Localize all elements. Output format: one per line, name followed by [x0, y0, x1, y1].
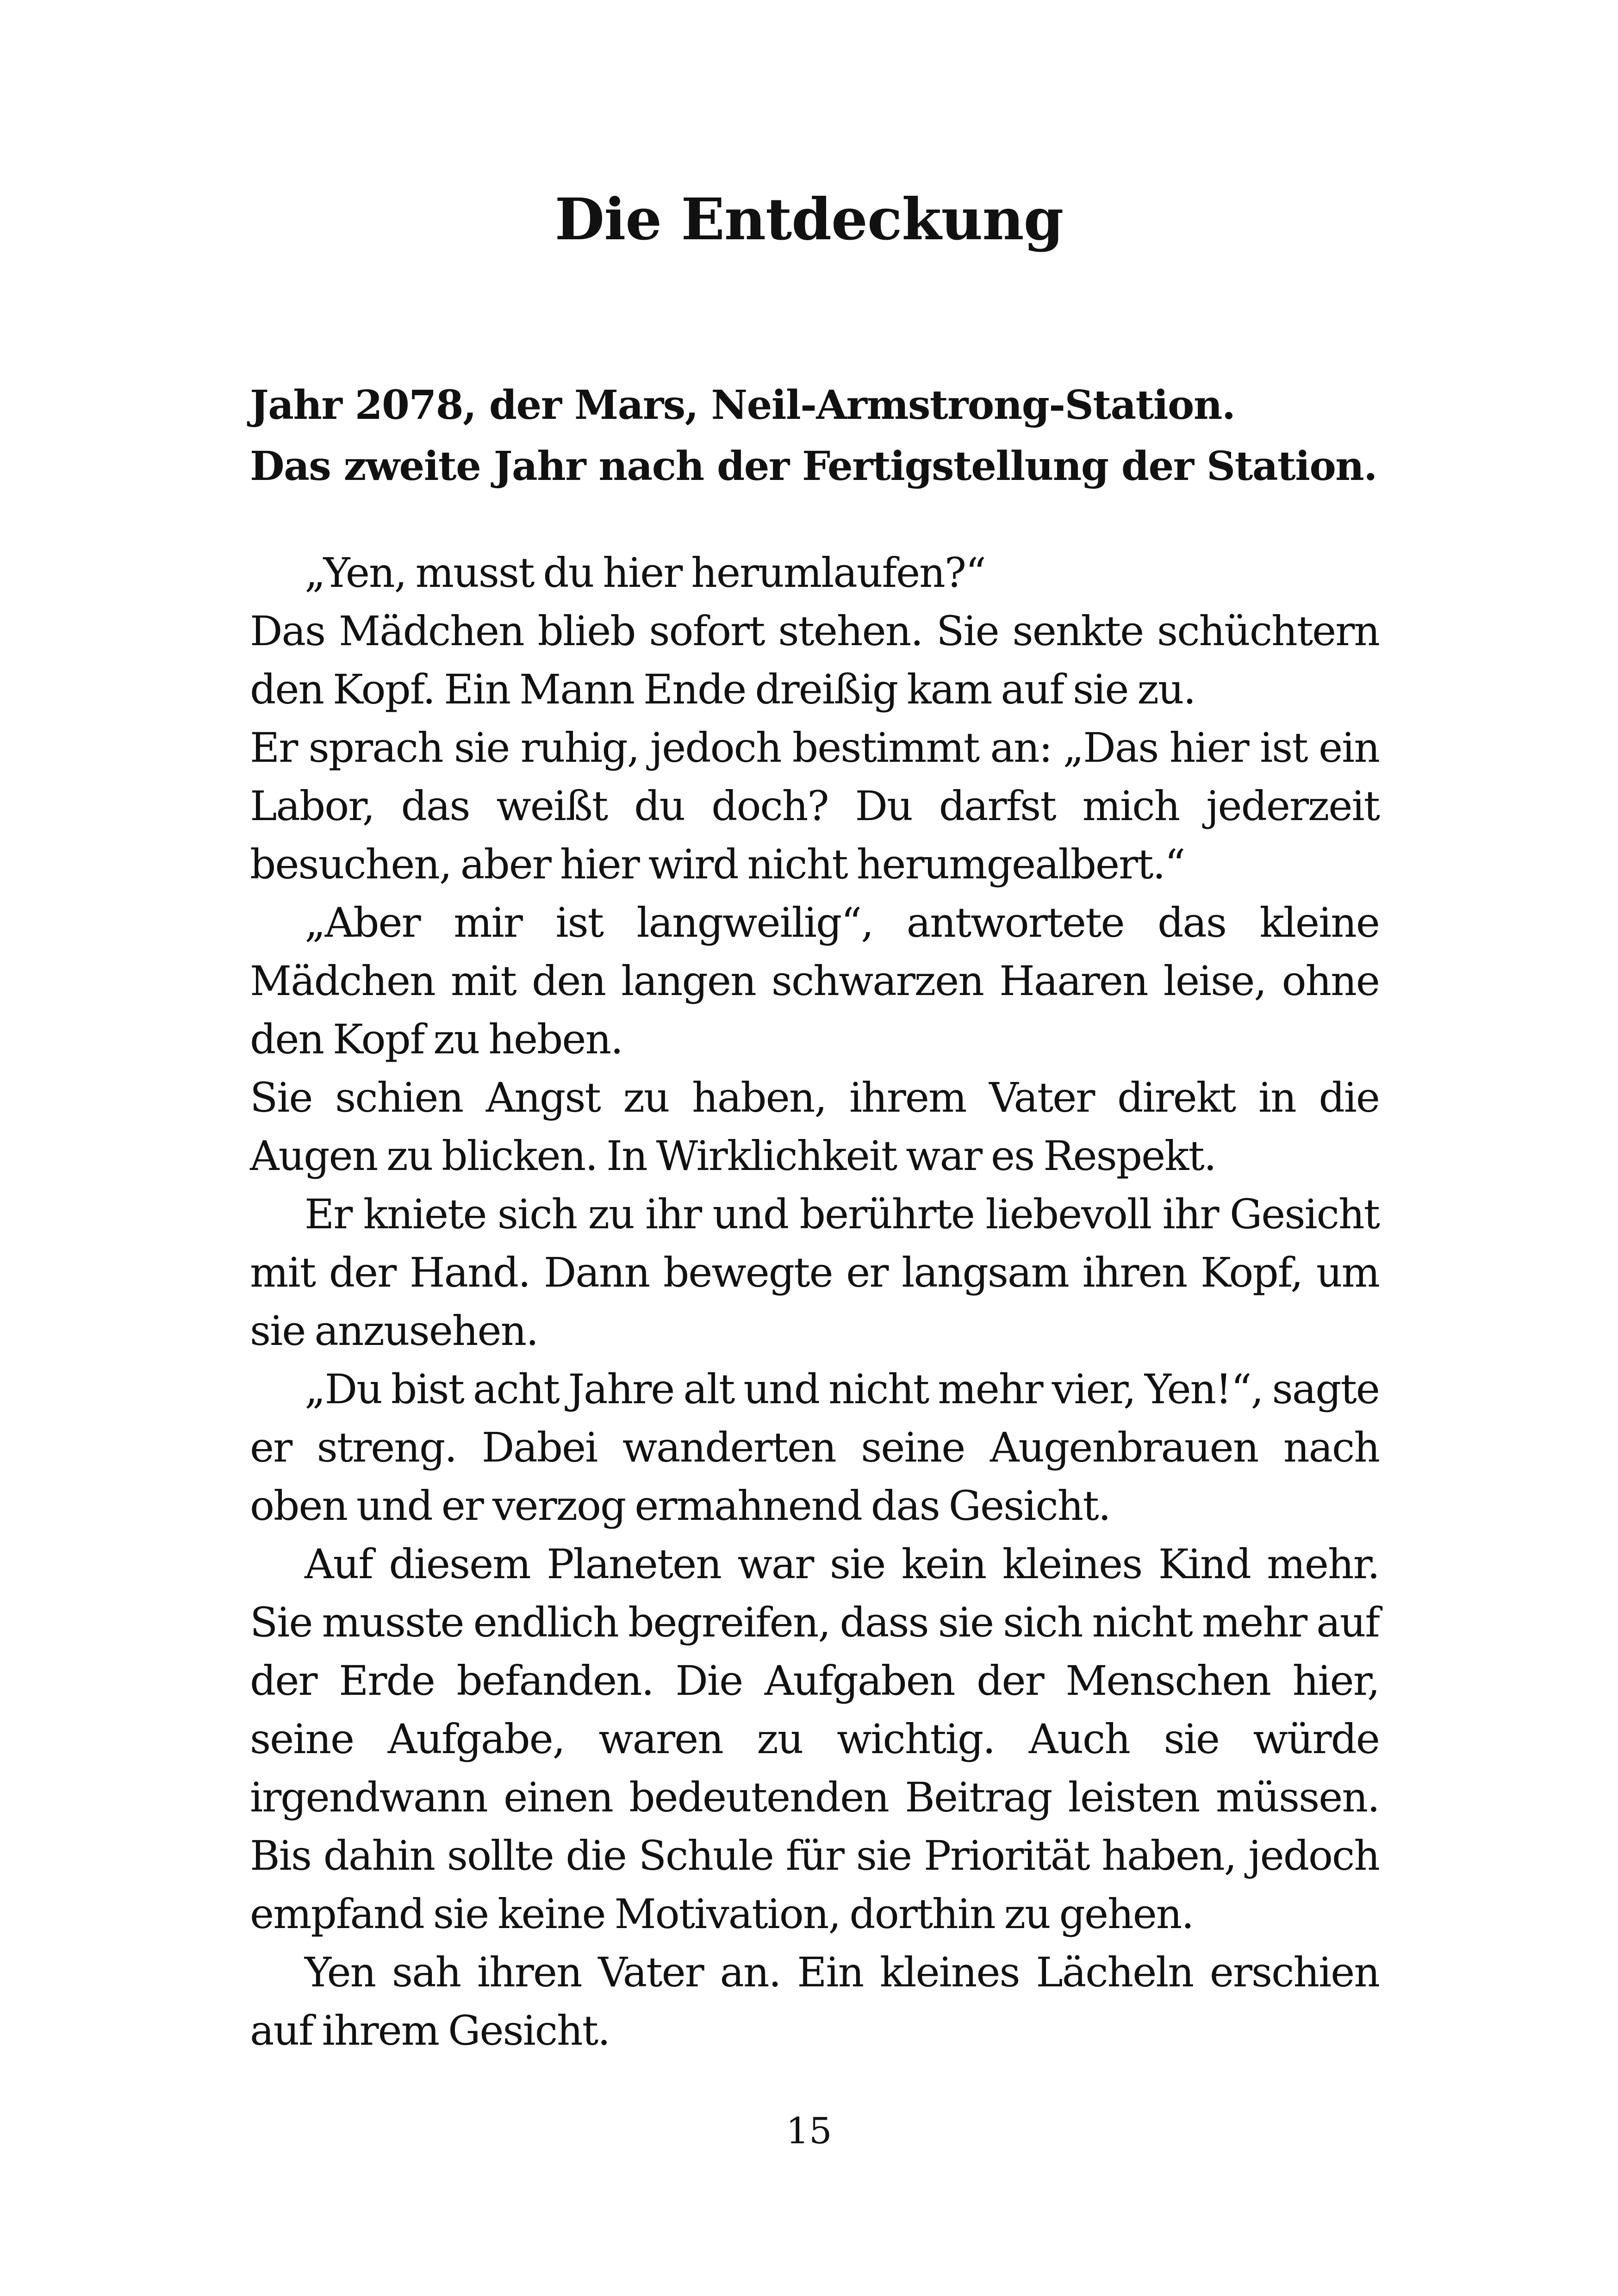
body-text [250, 544, 1379, 2060]
paragraph: „Aber mir ist langweilig“, antwortete das kleine Mädchen mit den langen schwarzen Haaren leise, ohne den Kopf zu heben. [250, 899, 1379, 1063]
paragraph: „Du bist acht Jahre alt und nicht mehr vier, Yen!“, sagte er streng. Dabei wanderten seine Augenbrauen nach oben und er verzog ermahnend das Gesicht. [250, 1365, 1379, 1530]
paragraph: „Yen, musst du hier herumlaufen?“ [305, 549, 986, 597]
page-number: 15 [786, 2110, 832, 2152]
paragraph: Das Mädchen blieb sofort stehen. Sie senkte schüchtern den Kopf. Ein Mann Ende dreißig kam auf sie zu. [250, 607, 1379, 713]
paragraph: Yen sah ihren Vater an. Ein kleines Lächeln erschien auf ihrem Gesicht. [250, 1948, 1379, 2054]
chapter-title: Die Entdeckung [554, 186, 1064, 253]
paragraph: Auf diesem Planeten war sie kein kleines Kind mehr. Sie musste endlich begreifen, dass sie sich nicht mehr auf der Erde befanden. Die Aufgaben der Menschen hier, seine Aufgabe, waren zu wichtig. Auch sie würde irgendwann einen bedeutenden Beitrag leisten müssen. Bis dahin sollte die Schule für sie Priorität haben, jedoch empfand sie keine Motivation, dorthin zu gehen. [250, 1540, 1379, 1938]
paragraph: Er kniete sich zu ihr und berührte liebevoll ihr Gesicht mit der Hand. Dann bewegte er langsam ihren Kopf, um sie anzusehen. [250, 1190, 1379, 1355]
chapter-subtitle [250, 375, 1379, 497]
paragraph: Er sprach sie ruhig, jedoch bestimmt an: „Das hier ist ein Labor, das weißt du doch? Du darfst mich jederzeit besuchen, aber hier wird nicht herumgealbert.“ [250, 724, 1379, 888]
paragraph: Sie schien Angst zu haben, ihrem Vater direkt in die Augen zu blicken. In Wirklichkeit war es Respekt. [250, 1074, 1379, 1180]
subtitle-line-1: Jahr 2078, der Mars, Neil-Armstrong-Station. [250, 382, 1235, 429]
subtitle-line-2: Das zweite Jahr nach der Fertigstellung der Station. [250, 443, 1377, 490]
